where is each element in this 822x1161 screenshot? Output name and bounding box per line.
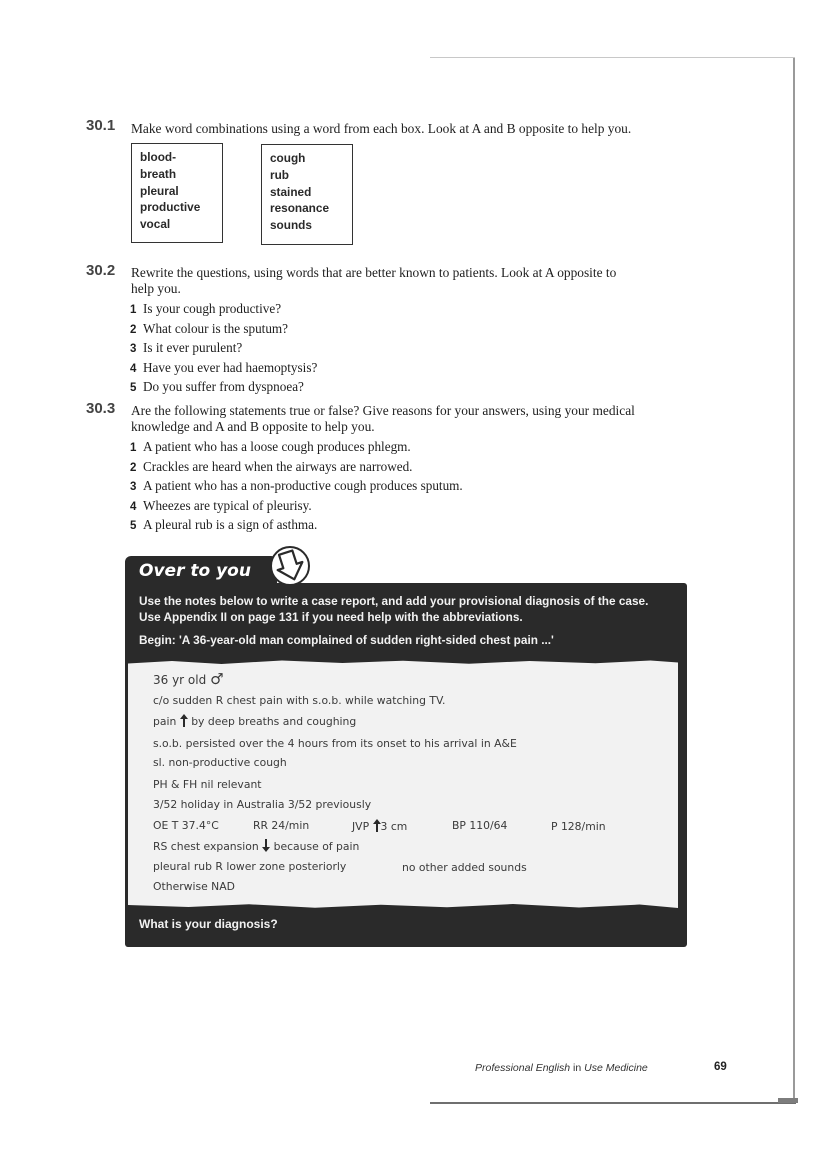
item-text: Wheezes are typical of pleurisy.: [143, 497, 312, 513]
arrow-down-icon: [268, 544, 312, 588]
item-text: Is it ever purulent?: [143, 340, 243, 356]
word-item: productive: [140, 200, 201, 215]
item-text: Do you suffer from dyspnoea?: [143, 379, 304, 395]
item-text: A patient who has a non-productive cough produces sputum.: [143, 478, 463, 494]
note-age: [153, 670, 224, 688]
note-text: JVP: [352, 820, 370, 833]
item-number: 5: [130, 382, 137, 395]
exercise-number: 30.1: [86, 117, 116, 134]
male-symbol-icon: ♂: [210, 670, 224, 688]
note-holiday: 3/52 holiday in Australia 3/52 previously: [153, 798, 372, 811]
list-item: [130, 339, 317, 359]
word-item: blood-: [140, 150, 177, 164]
note-complaint: c/o sudden R chest pain with s.o.b. while watching TV.: [153, 694, 446, 707]
item-number: 1: [130, 442, 137, 454]
item-text: A pleural rub is a sign of asthma.: [143, 517, 318, 533]
list-item: [130, 458, 463, 478]
note-rr: RR 24/min: [253, 819, 310, 832]
book-title-part: Use Medicine: [584, 1062, 648, 1074]
arrow-up-icon: [373, 819, 381, 832]
intro-line: Use Appendix II on page 131 if you need help with the abbreviations.: [139, 610, 523, 624]
intro-line: Use the notes below to write a case report, and add your provisional diagnosis of the case.: [139, 594, 649, 608]
instruction-line: Are the following statements true or false? Give reasons for your answers, using your medical: [131, 403, 635, 418]
item-number: 4: [130, 362, 137, 375]
over-to-you-begin: Begin: 'A 36-year-old man complained of sudden right-sided chest pain ...': [139, 633, 554, 647]
exercise-instruction: [131, 265, 691, 297]
note-text: because of pain: [273, 840, 360, 853]
diagnosis-question: What is your diagnosis?: [139, 917, 278, 931]
word-box-b: [261, 144, 353, 245]
instruction-line: knowledge and A and B opposite to help you.: [131, 419, 375, 434]
note-nad: Otherwise NAD: [153, 880, 235, 893]
book-title-part: Professional English: [475, 1062, 571, 1074]
page-edge-top: [430, 57, 795, 58]
item-number: 3: [130, 481, 137, 494]
list-item: [130, 300, 317, 320]
instruction-line: help you.: [131, 281, 181, 296]
item-text: A patient who has a loose cough produces phlegm.: [143, 439, 411, 454]
list-item: [130, 359, 317, 379]
exercise-instruction: [131, 403, 691, 435]
item-number: 4: [130, 500, 137, 513]
item-number: 1: [130, 304, 137, 316]
word-item: cough: [270, 151, 306, 165]
word-item: rub: [270, 167, 290, 182]
note-oe: OE T 37.4°C: [153, 819, 219, 832]
note-pulse: P 128/min: [551, 820, 606, 833]
note-cough: sl. non-productive cough: [153, 756, 287, 769]
book-title: [475, 1062, 648, 1074]
arrow-up-icon: [180, 714, 188, 727]
list-item: [130, 477, 463, 497]
book-title-part: in: [570, 1062, 585, 1074]
item-number: 2: [130, 323, 137, 336]
note-rs: [153, 839, 359, 853]
list-item: [130, 516, 463, 536]
arrow-down-icon: [262, 839, 270, 852]
note-text: pain: [153, 715, 177, 728]
instruction-line: Rewrite the questions, using words that are better known to patients. Look at A opposite to: [131, 265, 617, 280]
item-number: 3: [130, 343, 137, 356]
over-to-you-intro: [139, 593, 679, 625]
note-no-other: no other added sounds: [402, 861, 527, 874]
list-item: [130, 320, 317, 340]
word-item: breath: [140, 166, 177, 181]
note-jvp: [352, 819, 407, 833]
note-history: PH & FH nil relevant: [153, 778, 262, 791]
question-list: [130, 300, 317, 398]
item-text: What colour is the sputum?: [143, 320, 289, 336]
word-item: resonance: [270, 201, 330, 216]
item-text: Crackles are heard when the airways are narrowed.: [143, 458, 413, 474]
note-pain: [153, 714, 356, 728]
note-text: 36 yr old: [153, 673, 207, 687]
page-edge-right: [793, 58, 795, 1103]
word-item: pleural: [140, 183, 179, 198]
note-text: RS chest expansion: [153, 840, 259, 853]
exercise-instruction: Make word combinations using a word from each box. Look at A and B opposite to help you.: [131, 121, 632, 136]
word-box-a: [131, 143, 223, 243]
list-item: [130, 497, 463, 517]
exercise-number: 30.3: [86, 400, 116, 417]
statement-list: [130, 438, 463, 536]
word-item: sounds: [270, 218, 312, 233]
item-number: 2: [130, 461, 137, 474]
page-number: 69: [714, 1061, 727, 1073]
list-item: [130, 378, 317, 398]
note-text: 3 cm: [380, 820, 408, 833]
page-edge-tab: [778, 1098, 798, 1103]
item-text: Have you ever had haemoptysis?: [143, 359, 318, 375]
list-item: [130, 438, 463, 458]
note-sob: s.o.b. persisted over the 4 hours from its onset to his arrival in A&E: [153, 737, 517, 750]
note-bp: BP 110/64: [452, 819, 508, 832]
item-number: 5: [130, 520, 137, 533]
exercise-number: 30.2: [86, 262, 116, 279]
note-rub: pleural rub R lower zone posteriorly: [153, 860, 347, 873]
item-text: Is your cough productive?: [143, 301, 282, 316]
word-item: stained: [270, 184, 312, 199]
word-item: vocal: [140, 217, 171, 232]
page-edge-bottom: [430, 1102, 796, 1104]
over-to-you-title: Over to you: [139, 561, 251, 581]
note-text: by deep breaths and coughing: [191, 715, 357, 728]
